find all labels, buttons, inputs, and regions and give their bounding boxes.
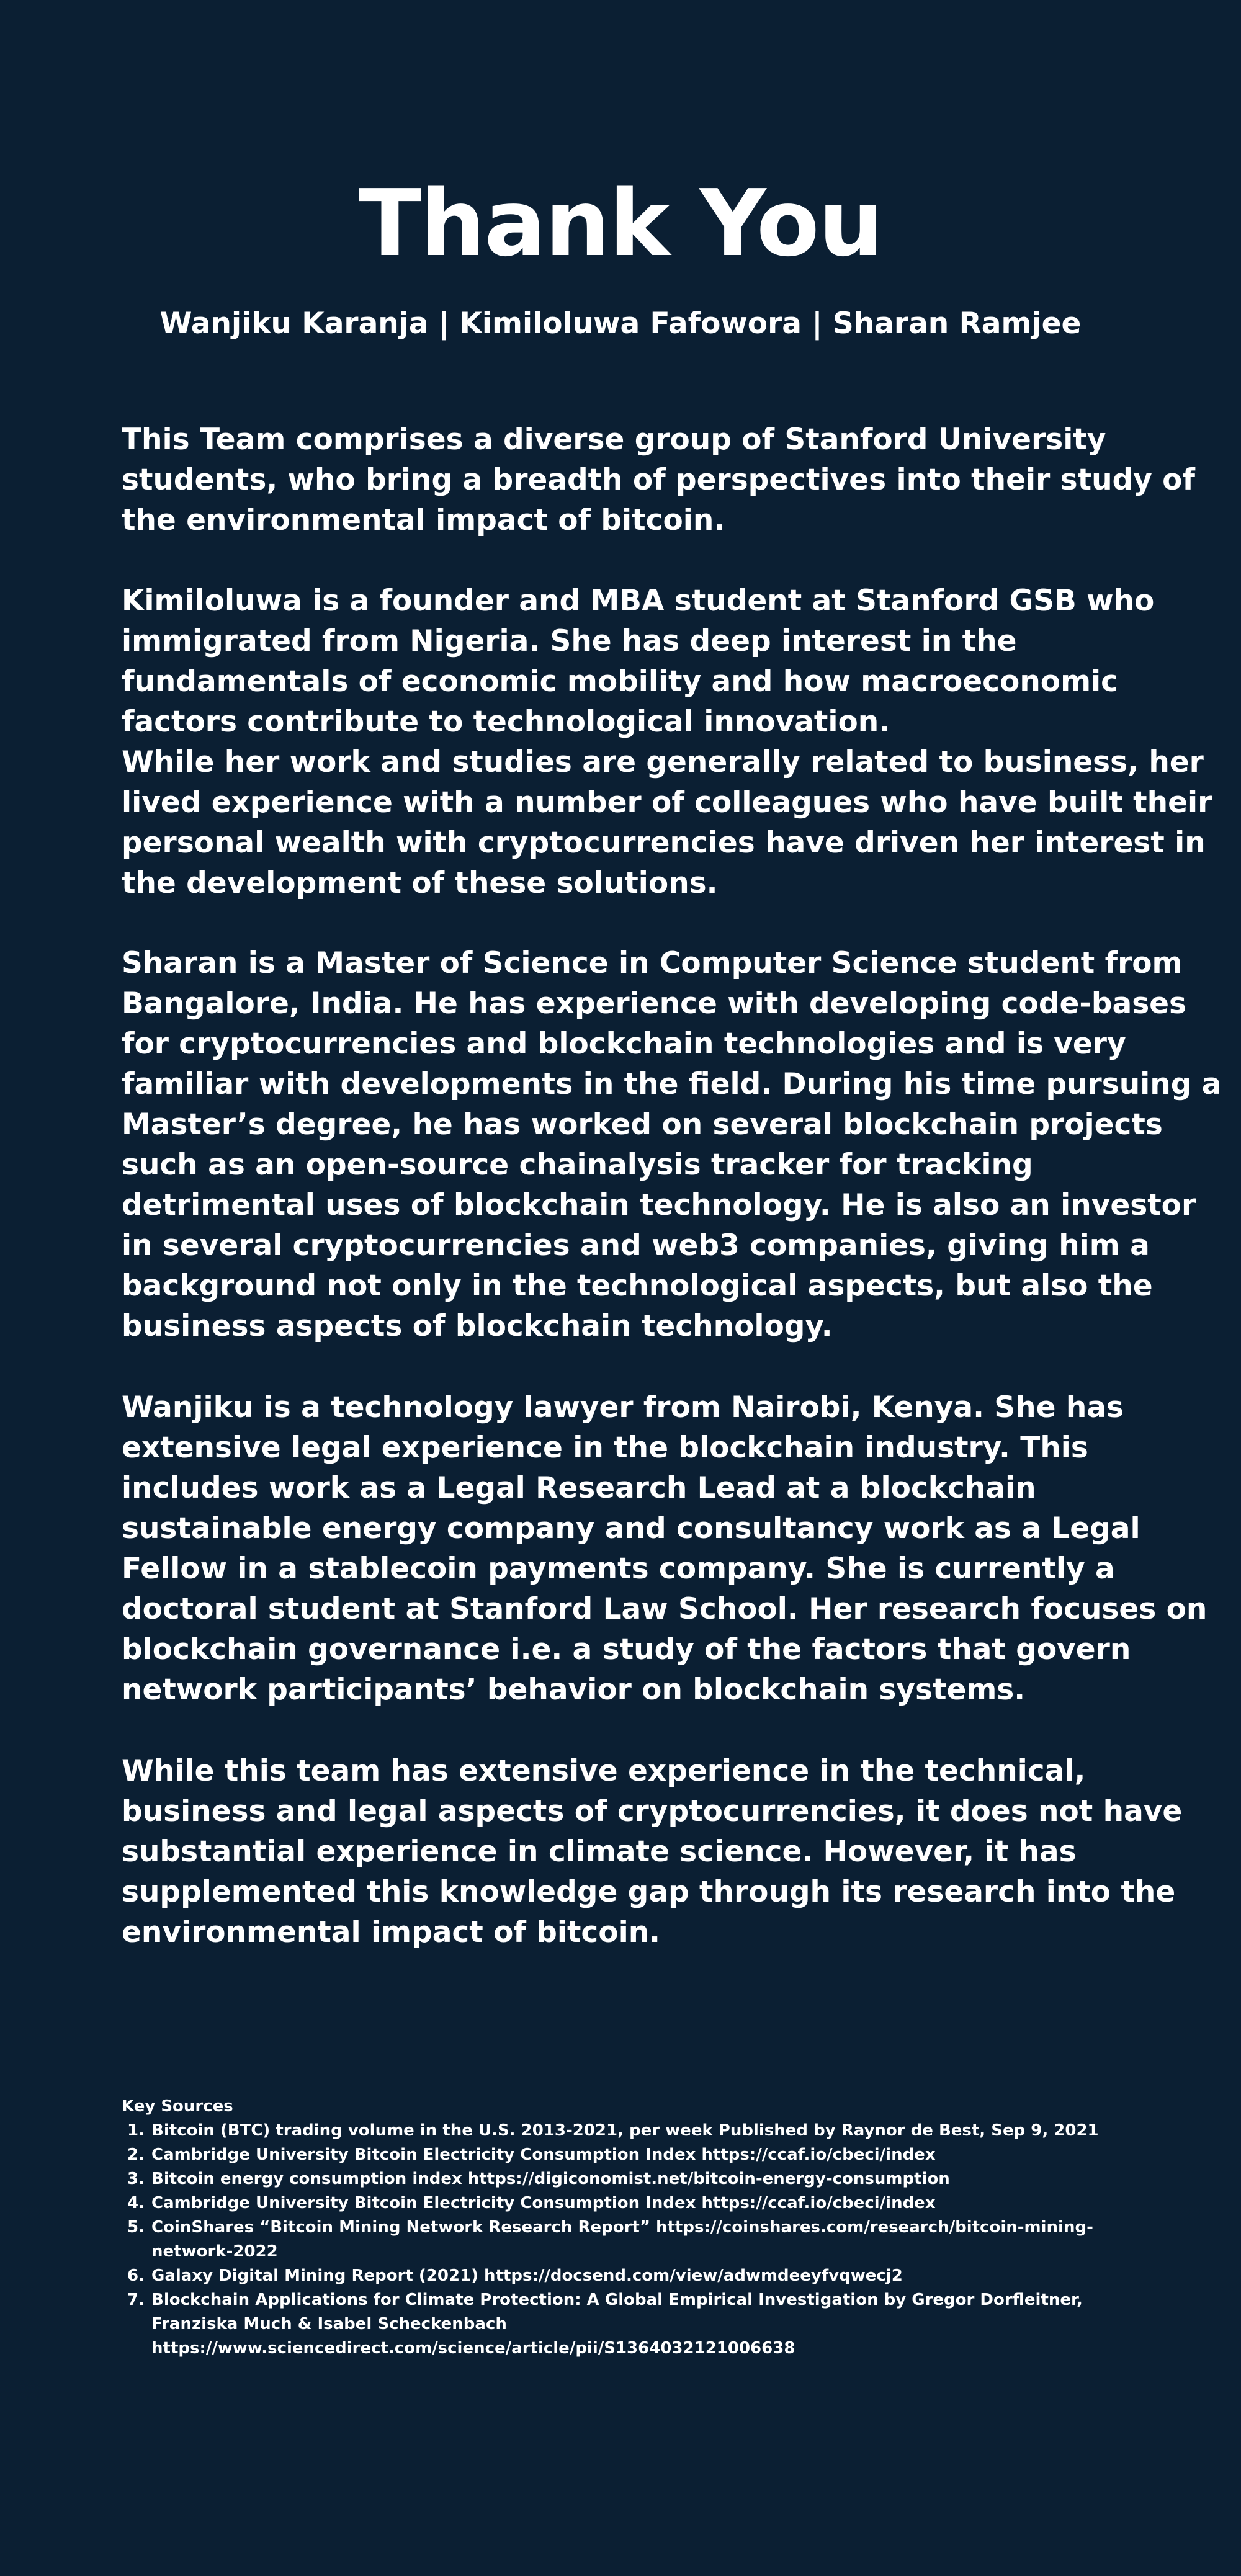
paragraph-line: detrimental uses of blockchain technology. He is also an investor: [122, 1188, 1196, 1222]
paragraph-line: Bangalore, India. He has experience with developing code-bases: [122, 986, 1187, 1021]
source-item: 1. Bitcoin (BTC) trading volume in the U.S. 2013-2021, per week Published by Raynor de Best, Sep 9, 2021: [150, 2119, 1139, 2143]
paragraph-line: immigrated from Nigeria. She has deep interest in the: [122, 624, 1017, 658]
paragraph-line: background not only in the technological aspects, but also the: [122, 1269, 1153, 1303]
paragraph-line: includes work as a Legal Research Lead at a blockchain: [122, 1471, 1036, 1505]
key-sources: [122, 2095, 1139, 2361]
paragraph-line: in several cryptocurrencies and web3 companies, giving him a: [122, 1228, 1150, 1263]
paragraph-line: business aspects of blockchain technology.: [122, 1309, 833, 1343]
sharan-bio-paragraph: [122, 943, 1222, 1346]
paragraph-line: network participants’ behavior on blockchain systems.: [122, 1673, 1026, 1707]
paragraph-line: the environmental impact of bitcoin.: [122, 503, 725, 537]
paragraph-line: Fellow in a stablecoin payments company. She is currently a: [122, 1552, 1115, 1586]
source-item: 7. Blockchain Applications for Climate Protection: A Global Empirical Investigation by Gregor Dorfleitner, Franziska Much & Isabel Scheckenbach https://www.sciencedirect.com/science/article/pii/S1364032121006638: [150, 2288, 1139, 2361]
source-item: 2. Cambridge University Bitcoin Electricity Consumption Index https://ccaf.io/cbeci/index: [150, 2143, 1139, 2167]
source-item: 5. CoinShares “Bitcoin Mining Network Research Report” https://coinshares.com/research/bitcoin-mining-network-2022: [150, 2216, 1139, 2264]
source-item: 3. Bitcoin energy consumption index https://digiconomist.net/bitcoin-energy-consumption: [150, 2167, 1139, 2191]
paragraph-line: sustainable energy company and consultancy work as a Legal: [122, 1511, 1140, 1545]
paragraph-line: business and legal aspects of cryptocurrencies, it does not have: [122, 1794, 1183, 1828]
paragraph-line: factors contribute to technological innovation.: [122, 705, 890, 739]
wanjiku-bio-paragraph: [122, 1387, 1207, 1710]
author-names: Wanjiku Karanja | Kimiloluwa Fafowora | Sharan Ramjee: [159, 306, 1082, 341]
paragraph-line: blockchain governance i.e. a study of the factors that govern: [122, 1632, 1131, 1666]
paragraph-line: Sharan is a Master of Science in Computer Science student from: [122, 946, 1183, 980]
paragraph-line: Kimiloluwa is a founder and MBA student at Stanford GSB who: [122, 584, 1155, 618]
source-item: 6. Galaxy Digital Mining Report (2021) https://docsend.com/view/adwmdeeyfvqwecj2: [150, 2264, 1139, 2288]
source-item: 4. Cambridge University Bitcoin Electricity Consumption Index https://ccaf.io/cbeci/index: [150, 2191, 1139, 2216]
paragraph-line: such as an open-source chainalysis tracker for tracking: [122, 1148, 1033, 1182]
paragraph-line: familiar with developments in the field. During his time pursuing a: [122, 1067, 1222, 1101]
paragraph-line: Wanjiku is a technology lawyer from Nairobi, Kenya. She has: [122, 1390, 1124, 1424]
page-title: Thank You: [358, 170, 883, 277]
team-experience-paragraph: [122, 1751, 1183, 1952]
paragraph-line: doctoral student at Stanford Law School. Her research focuses on: [122, 1592, 1207, 1626]
team-intro-paragraph: [122, 419, 1195, 540]
sources-list: [122, 2119, 1139, 2361]
paragraph-line: environmental impact of bitcoin.: [122, 1915, 661, 1949]
paragraph-line: fundamentals of economic mobility and how macroeconomic: [122, 664, 1119, 699]
paragraph-line: lived experience with a number of colleagues who have built their: [122, 785, 1212, 820]
paragraph-line: the development of these solutions.: [122, 866, 718, 900]
key-sources-title: Key Sources: [122, 2097, 233, 2116]
kimiloluwa-bio-paragraph: [122, 581, 1212, 903]
paragraph-line: While her work and studies are generally related to business, her: [122, 745, 1204, 779]
paragraph-line: students, who bring a breadth of perspectives into their study of: [122, 463, 1195, 497]
paragraph-line: substantial experience in climate science. However, it has: [122, 1835, 1077, 1869]
paragraph-line: supplemented this knowledge gap through its research into the: [122, 1875, 1176, 1909]
paragraph-line: While this team has extensive experience in the technical,: [122, 1754, 1086, 1788]
paragraph-line: This Team comprises a diverse group of Stanford University: [122, 423, 1106, 457]
paragraph-line: Master’s degree, he has worked on several blockchain projects: [122, 1107, 1163, 1142]
paragraph-line: extensive legal experience in the blockchain industry. This: [122, 1431, 1088, 1465]
paragraph-line: for cryptocurrencies and blockchain technologies and is very: [122, 1027, 1126, 1061]
paragraph-line: personal wealth with cryptocurrencies have driven her interest in: [122, 826, 1206, 860]
